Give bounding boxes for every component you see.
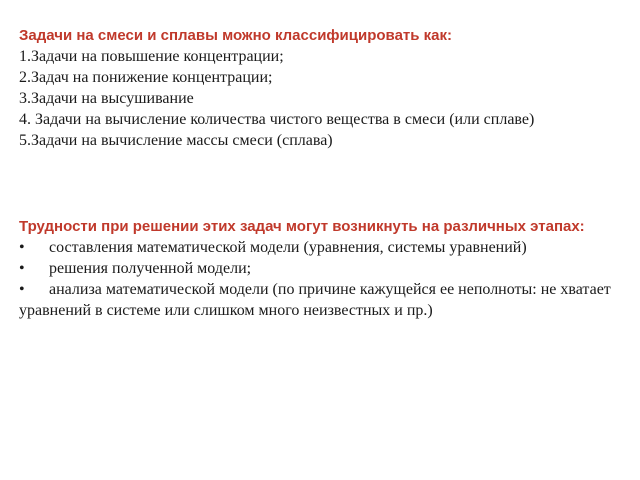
difficulties-block <box>19 216 620 321</box>
difficulty-item-1-text: составления математической модели (уравнения, системы уравнений) <box>49 239 527 256</box>
difficulty-item-2-text: решения полученной модели; <box>49 260 252 277</box>
difficulty-item-2 <box>19 258 620 279</box>
classification-item-5: 5.Задачи на вычисление массы смеси (сплава) <box>19 132 333 149</box>
classification-heading: Задачи на смеси и сплавы можно классифицировать как: <box>19 27 452 44</box>
classification-item-3: 3.Задачи на высушивание <box>19 90 194 107</box>
difficulties-heading: Трудности при решении этих задач могут возникнуть на различных этапах: <box>19 218 585 235</box>
bullet-icon: • <box>19 281 25 298</box>
bullet-icon: • <box>19 260 25 277</box>
difficulty-item-3 <box>19 279 620 321</box>
bullet-icon: • <box>19 239 25 256</box>
difficulty-item-1 <box>19 237 620 258</box>
classification-block <box>19 25 620 151</box>
classification-item-4: 4. Задачи на вычисление количества чистого вещества в смеси (или сплаве) <box>19 111 535 128</box>
difficulty-item-3-text: анализа математической модели (по причине кажущейся ее неполноты: не хватает уравнений в системе или слишком много неизвестных и пр.) <box>19 281 611 319</box>
classification-item-1: 1.Задачи на повышение концентрации; <box>19 48 284 65</box>
classification-item-2: 2.Задач на понижение концентрации; <box>19 69 273 86</box>
